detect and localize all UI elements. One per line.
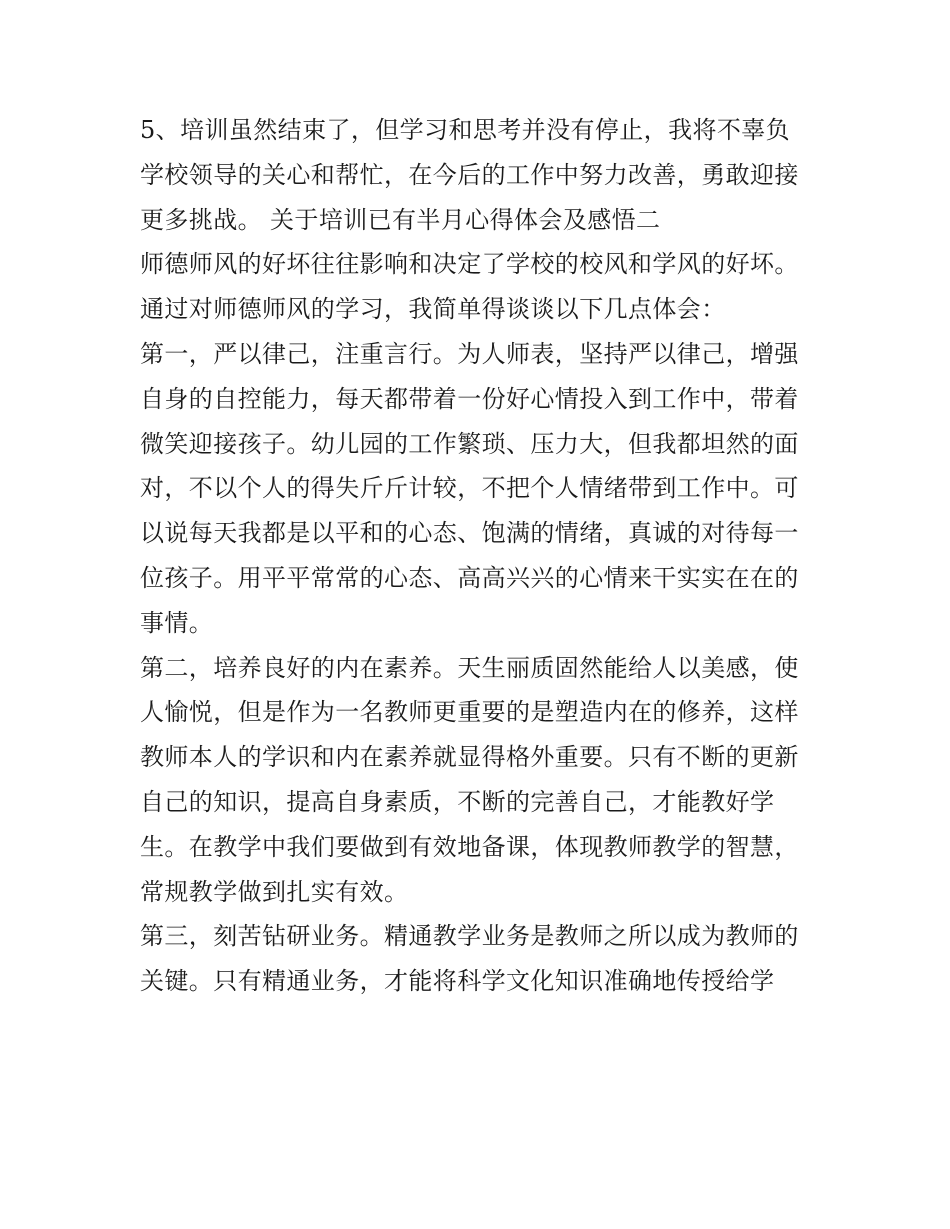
text-line: 第三，刻苦钻研业务。精通教学业务是教师之所以成为教师的 [140,922,799,951]
text-line: 自己的知识，提高自身素质，不断的完善自己，才能教好学 [140,787,775,816]
text-line: 自身的自控能力，每天都带着一份好心情投入到工作中，带着 [140,384,799,413]
text-line: 人愉悦，但是作为一名教师更重要的是塑造内在的修养，这样 [140,698,799,727]
text-line: 以说每天我都是以平和的心态、饱满的情绪，真诚的对待每一 [140,519,799,548]
text-line: 位孩子。用平平常常的心态、高高兴兴的心情来干实实在在的 [140,563,799,592]
text-line: 通过对师德师风的学习，我简单得谈谈以下几点体会： [140,295,726,324]
text-line: 关键。只有精通业务，才能将科学文化知识准确地传授给学 [140,967,775,996]
text-line: 第二，培养良好的内在素养。天生丽质固然能给人以美感，使 [140,653,799,682]
text-line: 师德师风的好坏往往影响和决定了学校的校风和学风的好坏。 [140,250,799,279]
text-line: 教师本人的学识和内在素养就显得格外重要。只有不断的更新 [140,743,799,772]
text-line: 对，不以个人的得失斤斤计较，不把个人情绪带到工作中。可 [140,474,799,503]
text-line: 生。在教学中我们要做到有效地备课，体现教师教学的智慧， [140,832,799,861]
text-line: 常规教学做到扎实有效。 [140,877,409,906]
text-line: 5、培训虽然结束了，但学习和思考并没有停止，我将不辜负 [140,116,791,144]
text-line: 第一，严以律己，注重言行。为人师表，坚持严以律己，增强 [140,339,799,368]
text-line: 微笑迎接孩子。幼儿园的工作繁琐、压力大，但我都坦然的面 [140,429,799,458]
text-line: 更多挑战。 关于培训已有半月心得体会及感悟二 [140,205,661,234]
document-body [140,108,812,1004]
text-line: 事情。 [140,608,214,637]
text-line: 学校领导的关心和帮忙，在今后的工作中努力改善，勇敢迎接 [140,160,799,189]
